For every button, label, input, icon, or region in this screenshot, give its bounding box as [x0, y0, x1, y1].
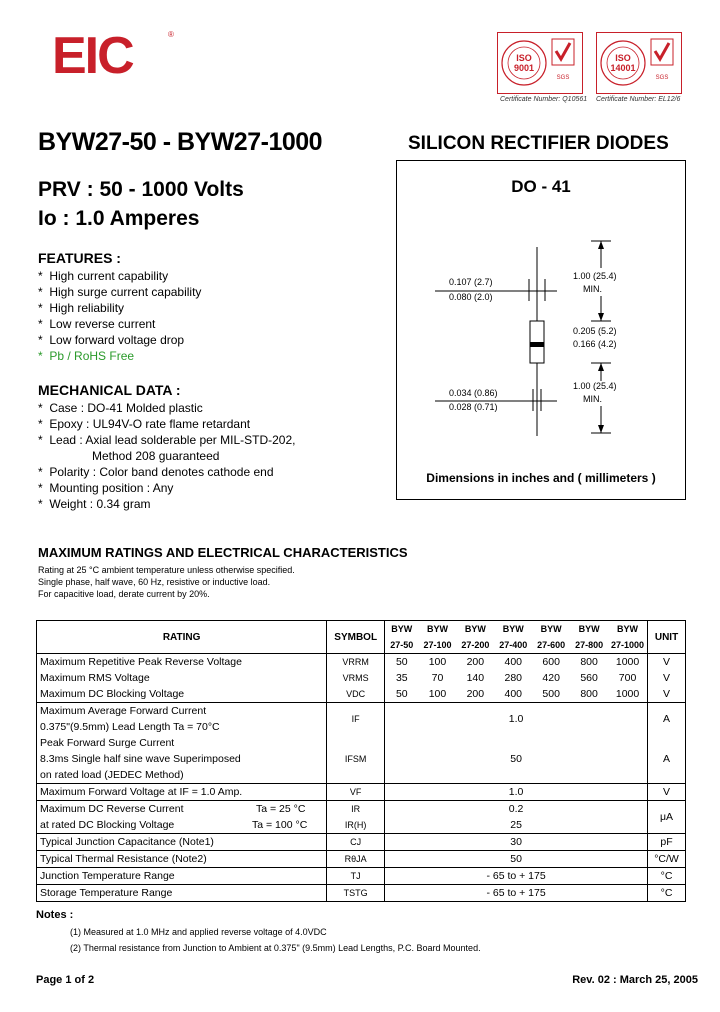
cell-value: 1.0	[385, 703, 648, 736]
cell-value: 1000	[608, 686, 648, 703]
notes-heading: Notes :	[36, 909, 74, 921]
certificate-seal-icon	[498, 33, 582, 93]
lead-dia-min: 0.080 (2.0)	[449, 292, 493, 302]
header-byw: BYW	[540, 624, 562, 634]
row-label: Maximum DC Reverse Current Ta = 25 °C	[37, 801, 327, 818]
category-title: SILICON RECTIFIER DIODES	[408, 133, 669, 154]
header-byw: BYW	[426, 624, 448, 634]
header-model: 27-200	[456, 637, 494, 654]
row-symbol: VRMS	[327, 670, 385, 686]
prv-rating: PRV : 50 - 1000 Volts	[38, 178, 244, 201]
list-item: * High current capability	[38, 269, 169, 283]
cell-value: 700	[608, 670, 648, 686]
lead-length-top-min: MIN.	[583, 284, 602, 294]
row-unit: °C	[648, 868, 686, 885]
cell-value: 500	[542, 688, 560, 700]
cell-value: 100	[428, 688, 447, 700]
header-model: 27-800	[570, 637, 608, 654]
header-model: 27-600	[532, 637, 570, 654]
row-label: Maximum Repetitive Peak Reverse Voltage	[37, 654, 327, 671]
cell-value: 600	[542, 656, 560, 668]
row-label: 8.3ms Single half sine wave Superimposed	[37, 751, 327, 767]
table-row	[37, 851, 686, 868]
svg-text:9001: 9001	[513, 63, 535, 73]
do41-dimension-drawing	[397, 161, 685, 499]
row-label: Maximum RMS Voltage	[37, 670, 327, 686]
cell-value: 50	[385, 735, 648, 784]
features-list	[38, 268, 201, 364]
note-item: (2) Thermal resistance from Junction to Ambient at 0.375" (9.5mm) Lead Lengths, P.C. Board Mounted.	[70, 943, 481, 953]
condition-note: Single phase, half wave, 60 Hz, resistive or inductive load.	[38, 577, 271, 587]
list-item: * High surge current capability	[38, 285, 202, 299]
lead-length-bottom: 1.00 (25.4)	[573, 381, 617, 391]
svg-text:ISO: ISO	[516, 53, 532, 63]
header-model: 27-100	[419, 637, 457, 654]
row-label: 0.375"(9.5mm) Lead Length Ta = 70°C	[37, 719, 327, 735]
list-item: * High reliability	[38, 301, 125, 315]
registered-icon: ®	[168, 30, 174, 39]
body-length-max: 0.205 (5.2)	[573, 326, 617, 336]
cell-value: 50	[395, 656, 408, 668]
row-unit: V	[663, 672, 671, 684]
list-item: * Polarity : Color band denotes cathode end	[38, 465, 274, 479]
certificate-seal-icon	[597, 33, 681, 93]
cell-value: 100	[428, 656, 447, 668]
cell-value: - 65 to + 175	[385, 885, 648, 902]
row-unit: V	[663, 656, 671, 668]
row-symbol: CJ	[327, 834, 385, 851]
cell-value: 420	[542, 672, 560, 684]
row-label: at rated DC Blocking Voltage Ta = 100 °C	[37, 817, 327, 834]
header-byw: BYW	[608, 621, 648, 638]
row-symbol: VF	[327, 784, 385, 801]
dimension-caption: Dimensions in inches and ( millimeters )	[426, 471, 656, 485]
header-symbol: SYMBOL	[327, 621, 385, 654]
row-symbol: IF	[327, 703, 385, 736]
row-symbol: TSTG	[327, 885, 385, 902]
ratings-table	[36, 620, 686, 902]
lead-length-bottom-min: MIN.	[583, 394, 602, 404]
ratings-heading: MAXIMUM RATINGS AND ELECTRICAL CHARACTERISTICS	[38, 545, 408, 560]
list-item: * Lead : Axial lead solderable per MIL-STD-202,	[38, 433, 296, 447]
row-symbol: VRRM	[327, 654, 385, 671]
wire-dia-min: 0.028 (0.71)	[449, 402, 498, 412]
row-unit: pF	[648, 834, 686, 851]
row-symbol: RθJA	[327, 851, 385, 868]
row-unit: °C	[648, 885, 686, 902]
table-row	[37, 670, 686, 686]
row-symbol: IFSM	[327, 735, 385, 784]
header-byw: BYW	[464, 624, 486, 634]
row-label: Peak Forward Surge Current	[37, 735, 327, 751]
note-item: (1) Measured at 1.0 MHz and applied reverse voltage of 4.0VDC	[70, 927, 327, 937]
row-label: Maximum Average Forward Current	[37, 703, 327, 720]
lead-dia-max: 0.107 (2.7)	[449, 277, 493, 287]
header-model: 27-50	[385, 637, 419, 654]
table-header-row	[37, 621, 686, 638]
header-model: 27-400	[494, 637, 532, 654]
table-row	[37, 735, 686, 751]
iso14001-certificate-badge	[596, 32, 682, 94]
table-row	[37, 784, 686, 801]
table-row	[37, 654, 686, 671]
list-item-rohs: * Pb / RoHS Free	[38, 349, 135, 363]
iso9001-certificate-badge	[497, 32, 583, 94]
page-number: Page 1 of 2	[36, 974, 95, 986]
svg-text:ISO: ISO	[615, 53, 631, 63]
row-label: Junction Temperature Range	[37, 868, 327, 885]
cell-value: - 65 to + 175	[385, 868, 648, 885]
header-unit: UNIT	[648, 621, 686, 654]
header-byw: BYW	[391, 624, 413, 634]
table-row	[37, 868, 686, 885]
features-heading: FEATURES :	[38, 250, 121, 266]
cell-value: 400	[504, 656, 523, 668]
cell-value: 400	[504, 688, 523, 700]
cell-value: 140	[466, 672, 485, 684]
table-row	[37, 885, 686, 902]
list-item: * Case : DO-41 Molded plastic	[38, 401, 203, 415]
condition-note: Rating at 25 °C ambient temperature unless otherwise specified.	[38, 565, 295, 575]
part-number-title: BYW27-50 - BYW27-1000	[38, 128, 323, 156]
list-item: * Epoxy : UL94V-O rate flame retardant	[38, 417, 251, 431]
row-symbol: TJ	[327, 868, 385, 885]
ratings-table-wrapper	[36, 620, 686, 902]
list-item: * Mounting position : Any	[38, 481, 174, 495]
row-label: Typical Thermal Resistance (Note2)	[37, 851, 327, 868]
cell-value: 1.0	[385, 784, 648, 801]
wire-dia-max: 0.034 (0.86)	[449, 388, 498, 398]
cell-value: 25	[385, 817, 648, 834]
cell-value: 200	[466, 656, 485, 668]
package-name: DO - 41	[511, 177, 571, 196]
row-symbol: IR	[327, 801, 385, 818]
cell-value: 50	[395, 688, 408, 700]
ratings-conditions	[38, 564, 295, 600]
cell-value: 35	[395, 672, 408, 684]
row-label: on rated load (JEDEC Method)	[37, 767, 327, 784]
svg-text:SGS: SGS	[556, 75, 570, 81]
table-row	[37, 686, 686, 703]
cell-value: 70	[431, 672, 444, 684]
svg-text:14001: 14001	[610, 63, 636, 73]
header-byw: BYW	[502, 624, 524, 634]
table-row	[37, 801, 686, 818]
io-rating: Io : 1.0 Amperes	[38, 207, 200, 230]
row-label: Typical Junction Capacitance (Note1)	[37, 834, 327, 851]
row-symbol: VDC	[327, 686, 385, 703]
row-unit: V	[663, 688, 671, 700]
cert-caption: Certificate Number: Q10561	[500, 96, 588, 103]
row-unit: A	[663, 753, 671, 765]
cell-value: 200	[466, 688, 485, 700]
package-outline-box	[396, 160, 686, 500]
cert-caption: Certificate Number: EL12/6	[596, 96, 681, 103]
row-unit: V	[648, 784, 686, 801]
header-rating: RATING	[37, 621, 327, 654]
body-length-min: 0.166 (4.2)	[573, 339, 617, 349]
list-item: * Low forward voltage drop	[38, 333, 185, 347]
table-row	[37, 817, 686, 834]
mechanical-list	[38, 400, 295, 512]
cell-value: 280	[504, 672, 523, 684]
header-model: 27-1000	[608, 637, 648, 654]
row-unit: μA	[648, 801, 686, 834]
svg-text:SGS: SGS	[655, 75, 669, 81]
list-item-continued: Method 208 guaranteed	[92, 449, 220, 463]
brand-logo: EIC	[52, 27, 133, 85]
cell-value: 1000	[608, 654, 648, 671]
condition-note: For capacitive load, derate current by 20%.	[38, 589, 210, 599]
row-label: Maximum DC Blocking Voltage	[37, 686, 327, 703]
header-byw: BYW	[578, 624, 600, 634]
row-symbol: IR(H)	[327, 817, 385, 834]
cell-value: 800	[580, 656, 598, 668]
row-label: Maximum Forward Voltage at IF = 1.0 Amp.	[37, 784, 327, 801]
cell-value: 800	[580, 688, 598, 700]
mechanical-heading: MECHANICAL DATA :	[38, 382, 181, 398]
cell-value: 50	[385, 851, 648, 868]
cell-value: 0.2	[385, 801, 648, 818]
row-unit: A	[648, 703, 686, 736]
row-label: Storage Temperature Range	[37, 885, 327, 902]
lead-length-top: 1.00 (25.4)	[573, 271, 617, 281]
cell-value: 560	[580, 672, 598, 684]
row-unit: °C/W	[648, 851, 686, 868]
list-item: * Weight : 0.34 gram	[38, 497, 151, 511]
table-row	[37, 834, 686, 851]
revision: Rev. 02 : March 25, 2005	[572, 974, 698, 986]
list-item: * Low reverse current	[38, 317, 156, 331]
table-row	[37, 703, 686, 720]
cell-value: 30	[385, 834, 648, 851]
